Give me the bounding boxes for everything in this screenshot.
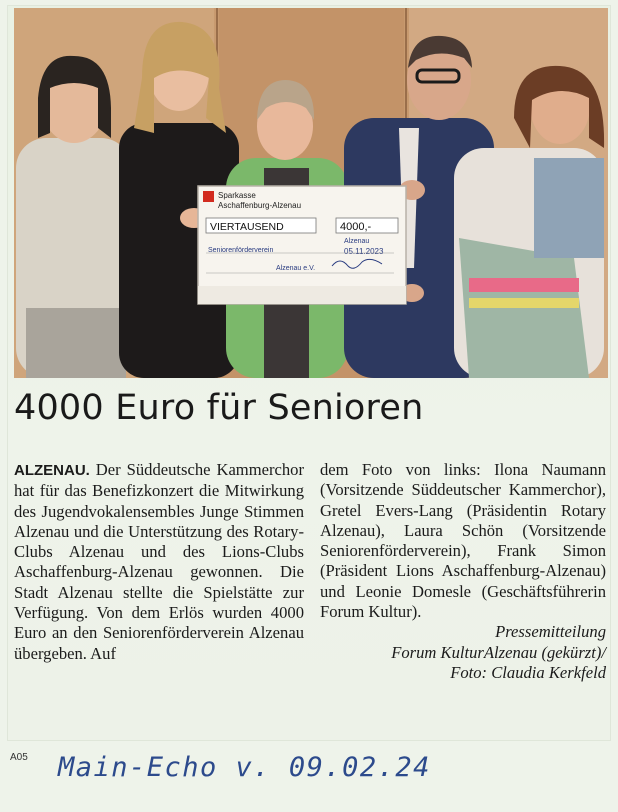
article-headline: 4000 Euro für Senioren <box>14 388 424 428</box>
page-code: A05 <box>10 752 28 763</box>
cheque-place: Alzenau <box>344 238 370 245</box>
credit-photo: Foto: Claudia Kerkfeld <box>450 662 606 682</box>
article-photo <box>14 8 608 378</box>
cheque-signer: Alzenau e.V. <box>276 265 316 272</box>
handwritten-source-note: Main-Echo v. 09.02.24 <box>58 752 431 783</box>
cheque-bank-name: Sparkasse <box>218 191 256 200</box>
article-column-right <box>320 460 606 683</box>
article-body-left: Der Süddeutsche Kammerchor hat für das Benefizkonzert die Mitwirkung des Jugendvokalensembles Junge Stimmen Alzenau und die Unterstützung des Rotary-Clubs Alzenau und des Lions-Clubs Aschaffenburg-Alzenau gewonnen. Die Stadt Alzenau stellte die Spielstätte zur Verfügung. Von dem Erlös wurden 4000 Euro an den Seniorenförderverein Alzenau übergeben. Auf <box>14 460 304 663</box>
cheque-bank-branch: Aschaffenburg-Alzenau <box>218 201 302 210</box>
article-dateline: ALZENAU. <box>14 462 90 479</box>
article-body-right: dem Foto von links: Ilona Naumann (Vorsitzende Süddeutscher Kammerchor), Gretel Evers-Lang (Präsidentin Rotary Alzenau), Laura Schön (Vorsitzende Seniorenförderverein), Frank Simon (Präsident Lions Aschaffenburg-Alzenau) und Leonie Domesle (Geschäftsführerin Forum Kultur). <box>320 460 606 622</box>
article-column-left <box>14 460 304 664</box>
cheque-amount-number: 4000,- <box>340 221 372 233</box>
cheque-amount-words: VIERTAUSEND <box>210 221 284 233</box>
credit-press-release: Pressemitteilung <box>495 622 606 642</box>
cheque-date: 05.11.2023 <box>344 247 384 256</box>
cheque-payee: Seniorenförderverein <box>208 247 274 254</box>
credit-source: Forum KulturAlzenau (gekürzt)/ <box>391 642 606 662</box>
cheque <box>198 186 406 304</box>
